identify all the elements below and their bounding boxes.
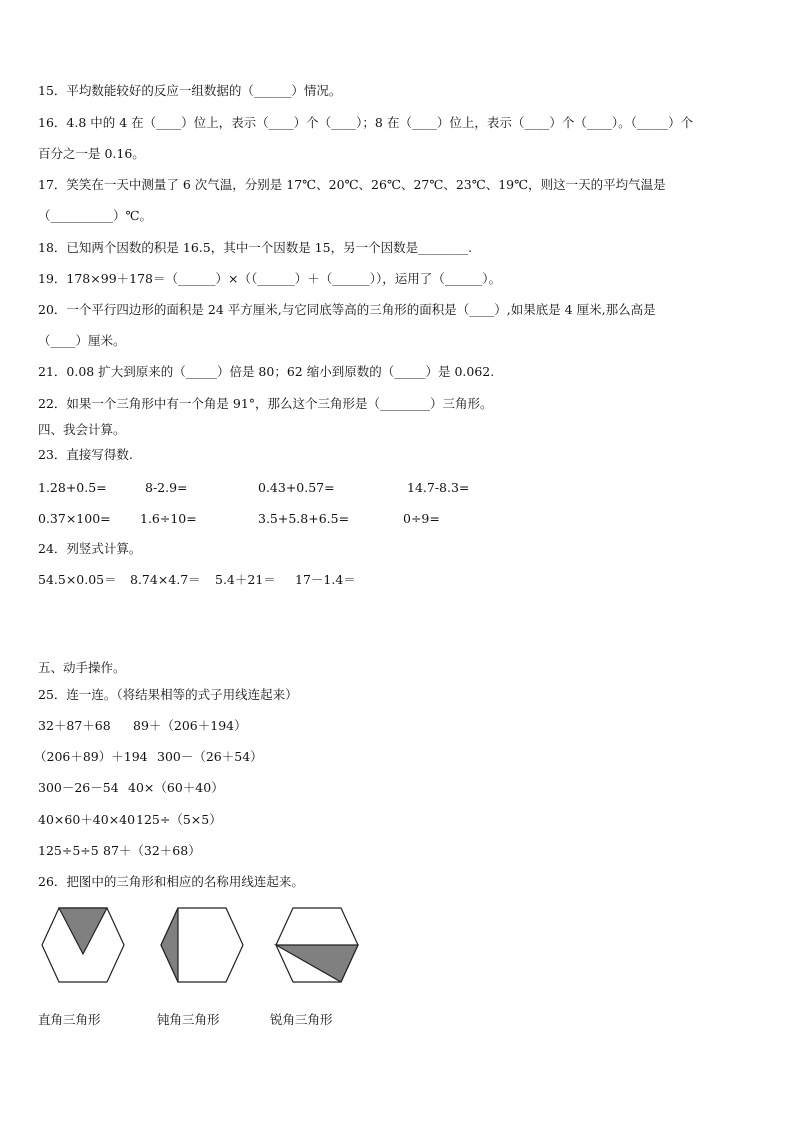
vertical-calc-item: 5.4＋21＝ (215, 572, 276, 587)
match-right-item: 89＋（206＋194） (133, 718, 247, 733)
match-left-item: 125÷5÷5 (38, 843, 99, 858)
calc-item: 0.37×100= (38, 511, 111, 526)
section-5-title: 五、动手操作。 (38, 660, 126, 675)
question-16-line1: 16．4.8 中的 4 在（____）位上，表示（____）个（____）；8 在（____）位上，表示（____）个（____）。（_____）个 (38, 115, 694, 130)
match-left-item: （206＋89）＋194 (34, 749, 148, 764)
calc-item: 0.43+0.57= (258, 480, 335, 495)
question-22: 22．如果一个三角形中有一个角是 91°，那么这个三角形是（________）三角形。 (38, 396, 493, 411)
hexagon-figure-acute-triangle (272, 905, 362, 985)
match-left-item: 32＋87＋68 (38, 718, 111, 733)
question-15: 15．平均数能较好的反应一组数据的（______）情况。 (38, 83, 342, 98)
calc-item: 0÷9= (403, 511, 440, 526)
calc-item: 8-2.9= (145, 480, 188, 495)
section-4-title: 四、我会计算。 (38, 422, 126, 437)
question-25-title: 25．连一连。（将结果相等的式子用线连起来） (38, 687, 298, 702)
vertical-calc-item: 8.74×4.7＝ (130, 572, 201, 587)
hexagon-figure-right-triangle (38, 905, 128, 985)
question-17-line2: （__________）℃。 (38, 208, 152, 223)
calc-item: 1.28+0.5= (38, 480, 107, 495)
match-left-item: 300－26－54 (38, 780, 119, 795)
match-right-item: 40×（60＋40） (128, 780, 224, 795)
hexagon-figure-obtuse-triangle (157, 905, 247, 985)
label-acute-triangle: 锐角三角形 (270, 1012, 333, 1027)
shaded-triangle (161, 908, 178, 982)
question-26-title: 26．把图中的三角形和相应的名称用线连起来。 (38, 874, 304, 889)
question-18: 18．已知两个因数的积是 16.5，其中一个因数是 15，另一个因数是________. (38, 240, 473, 255)
calc-item: 14.7-8.3= (407, 480, 470, 495)
question-20-line1: 20．一个平行四边形的面积是 24 平方厘米,与它同底等高的三角形的面积是（____）,如果底是 4 厘米,那么高是 (38, 302, 656, 317)
question-21: 21．0.08 扩大到原来的（_____）倍是 80；62 缩小到原数的（_____）是 0.062. (38, 364, 495, 379)
vertical-calc-item: 54.5×0.05＝ (38, 572, 117, 587)
match-right-item: 300－（26＋54） (157, 749, 263, 764)
match-right-item: 87＋（32＋68） (103, 843, 201, 858)
label-right-triangle: 直角三角形 (38, 1012, 101, 1027)
question-17-line1: 17．笑笑在一天中测量了 6 次气温，分别是 17℃、20℃、26℃、27℃、23℃、19℃，则这一天的平均气温是 (38, 177, 666, 192)
calc-item: 1.6÷10= (140, 511, 197, 526)
question-23-title: 23．直接写得数. (38, 447, 133, 462)
calc-item: 3.5+5.8+6.5= (258, 511, 350, 526)
question-19: 19．178×99＋178＝（______）×（（______）＋（______）），运用了（______）。 (38, 271, 501, 286)
question-16-line2: 百分之一是 0.16。 (38, 146, 145, 161)
match-right-item: 125÷（5×5） (136, 812, 222, 827)
label-obtuse-triangle: 钝角三角形 (157, 1012, 220, 1027)
vertical-calc-item: 17－1.4＝ (295, 572, 356, 587)
question-24-title: 24．列竖式计算。 (38, 541, 142, 556)
match-left-item: 40×60＋40×40 (38, 812, 136, 827)
question-20-line2: （____）厘米。 (38, 333, 126, 348)
